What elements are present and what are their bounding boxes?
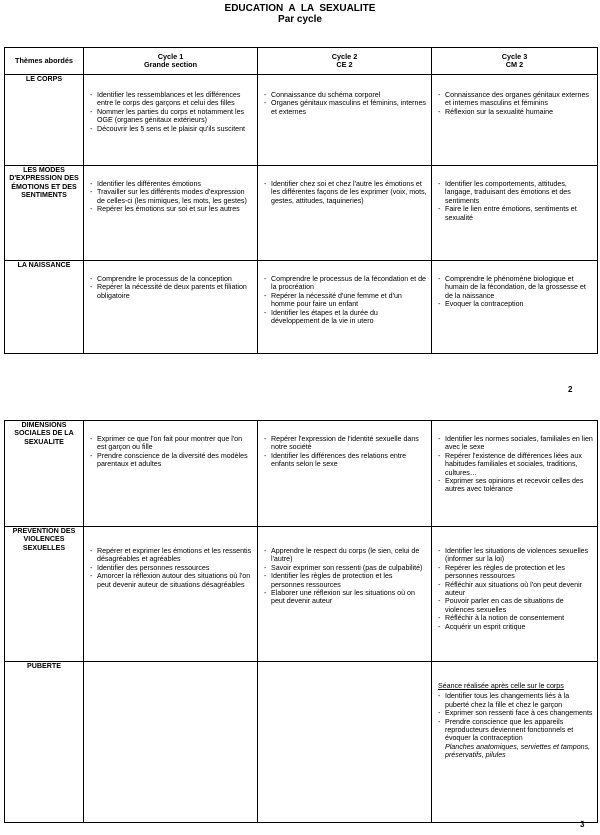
- objective-item: - Identifier les différences des relations entre enfants selon le sexe: [264, 452, 427, 469]
- objective-item: - Repérer l'expression de l'identité sexuelle dans notre société: [264, 435, 427, 452]
- cycle-1-cell: [84, 261, 258, 354]
- objective-item: - Identifier chez soi et chez l'autre les émotions et les différentes façons de les exprimer (voix, mots, gestes, attitudes, taquineries): [264, 180, 427, 205]
- objective-item: - Exprimer ce que l'on fait pour montrer que l'on est garçon ou fille: [90, 435, 253, 452]
- session-note: Séance réalisée après celle sur le corps: [438, 682, 564, 690]
- document-header: [0, 3, 600, 25]
- objective-item: - Comprendre le phénomène biologique et humain de la fécondation, de la grossesse et de la naissance: [438, 275, 593, 300]
- material-list-line: Planches anatomiques, serviettes et tampons,: [445, 742, 591, 751]
- objective-item: - Nommer les parties du corps et notamment les OGE (organes génitaux extérieurs): [90, 108, 253, 125]
- objectives-list: [258, 91, 431, 116]
- objective-item: - Organes génitaux masculins et féminins, internes et externes: [264, 99, 427, 116]
- theme-cell: LA NAISSANCE: [5, 261, 84, 354]
- cycle-1-cell: [84, 166, 258, 261]
- objective-item: - Identifier les règles de protection et les personnes ressources: [264, 572, 427, 589]
- objective-item: - Prendre conscience que les appareils reproducteurs deviennent fonctionnels et évoquer la contraception: [438, 718, 593, 743]
- cycle-2-cell: [258, 421, 432, 527]
- objective-item: - Identifier les normes sociales, familiales en lien avec le sexe: [438, 435, 593, 452]
- objective-item: - Identifier les comportements, attitudes, langage, traduisant des émotions et des sentiments: [438, 180, 593, 205]
- objective-item: - Amorcer la réflexion autour des situations où l'on peut devenir auteur de situations désagréables: [90, 572, 253, 589]
- objective-item: - Exprimer son ressenti face à ces changements: [438, 709, 593, 717]
- cycle-2-cell: [258, 527, 432, 662]
- objectives-list: [432, 435, 597, 494]
- objective-item: - Travailler sur les différents modes d'expression de celles-ci (les mimiques, les mots, les gestes): [90, 188, 253, 205]
- objective-item: - Comprendre le processus de la conception: [90, 275, 253, 283]
- objective-item: - Identifier tous les changements liés à la puberté chez la fille et chez le garçon: [438, 692, 593, 709]
- cycle-1-cell: [84, 662, 258, 823]
- objectives-list: [258, 547, 431, 606]
- objective-item: - Acquérir un esprit critique: [438, 623, 593, 631]
- objective-item: - Repérer les émotions sur soi et sur les autres: [90, 205, 253, 213]
- objective-item: - Exprimer ses opinions et recevoir celles des autres avec tolérance: [438, 477, 593, 494]
- cycle-3-cell: [432, 75, 598, 166]
- objective-item: - Savoir exprimer son ressenti (pas de culpabilité): [264, 564, 427, 572]
- objectives-list: [84, 275, 257, 300]
- page-number: 2: [568, 385, 573, 394]
- cycle-2-cell: [258, 662, 432, 823]
- objectives-list: [84, 435, 257, 469]
- objective-item: - Repérer les règles de protection et les personnes ressources: [438, 564, 593, 581]
- objectives-list: [432, 180, 597, 222]
- objective-item: - Réfléchir à la notion de consentement: [438, 614, 593, 622]
- objective-item: - Repérer la nécessité d'une femme et d'un homme pour faire un enfant: [264, 292, 427, 309]
- cycle-3-cell: [432, 261, 598, 354]
- table-row-naissance: [5, 261, 598, 354]
- objective-item: - Prendre conscience de la diversité des modèles parentaux et adultes: [90, 452, 253, 469]
- cycle-3-cell: [432, 662, 598, 823]
- objective-item: - Identifier les différentes émotions: [90, 180, 253, 188]
- objective-item: - Identifier les étapes et la durée du développement de la vie in utero: [264, 309, 427, 326]
- objective-item: - Evoquer la contraception: [438, 300, 593, 308]
- column-header-cycle-3: Cycle 3 CM 2: [432, 48, 598, 75]
- cycle-2-cell: [258, 261, 432, 354]
- objectives-list: [258, 435, 431, 469]
- cycle-2-cell: [258, 166, 432, 261]
- objectives-list: [432, 692, 597, 742]
- cycle-3-cell: [432, 527, 598, 662]
- objectives-list: [432, 275, 597, 309]
- objective-item: - Repérer et exprimer les émotions et les ressentis désagréables et agréables: [90, 547, 253, 564]
- objective-item: - Repérer la nécessité de deux parents et filiation obligatoire: [90, 283, 253, 300]
- objective-item: - Repérer l'existence de différences liées aux habitudes familiales et sociales, traditions, cultures…: [438, 452, 593, 477]
- document-subtitle: Par cycle: [278, 14, 322, 25]
- column-header-themes: Thèmes abordés: [5, 48, 84, 75]
- objective-item: - Faire le lien entre émotions, sentiments et sexualité: [438, 205, 593, 222]
- cycle-3-cell: [432, 166, 598, 261]
- column-header-cycle-1: Cycle 1 Grande section: [84, 48, 258, 75]
- table-row-emotions: [5, 166, 598, 261]
- theme-cell: DIMENSIONS SOCIALES DE LA SEXUALITE: [5, 421, 84, 527]
- objective-item: - Identifier les ressemblances et les différences entre le corps des garçons et celui des filles: [90, 91, 253, 108]
- curriculum-table-page-1: [4, 47, 598, 354]
- objectives-list: [84, 180, 257, 214]
- cycle-1-cell: [84, 75, 258, 166]
- table-row-puberte: [5, 662, 598, 823]
- objective-item: - Réflexion sur la sexualité humaine: [438, 108, 593, 116]
- objective-item: - Pouvoir parler en cas de situations de violences sexuelles: [438, 597, 593, 614]
- objectives-list: [432, 91, 597, 116]
- curriculum-table-page-2: [4, 420, 598, 823]
- table-row-prevention-violences: [5, 527, 598, 662]
- theme-cell: PREVENTION DES VIOLENCES SEXUELLES: [5, 527, 84, 662]
- cycle-2-cell: [258, 75, 432, 166]
- cycle-1-cell: [84, 421, 258, 527]
- objectives-list: [84, 91, 257, 133]
- objectives-list: [84, 547, 257, 589]
- table-header-row: [5, 48, 598, 75]
- objective-item: - Connaissance des organes génitaux externes et internes masculins et féminins: [438, 91, 593, 108]
- objective-item: - Découvrir les 5 sens et le plaisir qu'ils suscitent: [90, 125, 253, 133]
- objective-item: - Apprendre le respect du corps (le sien, celui de l'autre): [264, 547, 427, 564]
- objective-item: - Elaborer une réflexion sur les situations où on peut devenir auteur: [264, 589, 427, 606]
- cycle-3-cell: [432, 421, 598, 527]
- objective-item: - Identifier des personnes ressources: [90, 564, 253, 572]
- column-header-cycle-2: Cycle 2 CE 2: [258, 48, 432, 75]
- page-number: 3: [580, 820, 585, 829]
- objectives-list: [432, 547, 597, 631]
- theme-cell: PUBERTE: [5, 662, 84, 823]
- objectives-list: [258, 275, 431, 325]
- document-title: EDUCATION A LA SEXUALITE: [224, 3, 376, 14]
- theme-cell: LES MODES D'EXPRESSION DES ÉMOTIONS ET DES SENTIMENTS: [5, 166, 84, 261]
- cycle-1-cell: [84, 527, 258, 662]
- theme-cell: LE CORPS: [5, 75, 84, 166]
- objective-item: - Réfléchir aux situations où l'on peut devenir auteur: [438, 581, 593, 598]
- table-row-dimensions-sociales: [5, 421, 598, 527]
- objective-item: - Comprendre le processus de la fécondation et de la procréation: [264, 275, 427, 292]
- objective-item: - Identifier les situations de violences sexuelles (informer sur la loi): [438, 547, 593, 564]
- material-list-line: préservatifs, pilules: [445, 751, 506, 760]
- objectives-list: [258, 180, 431, 205]
- table-row-le-corps: [5, 75, 598, 166]
- objective-item: - Connaissance du schéma corporel: [264, 91, 427, 99]
